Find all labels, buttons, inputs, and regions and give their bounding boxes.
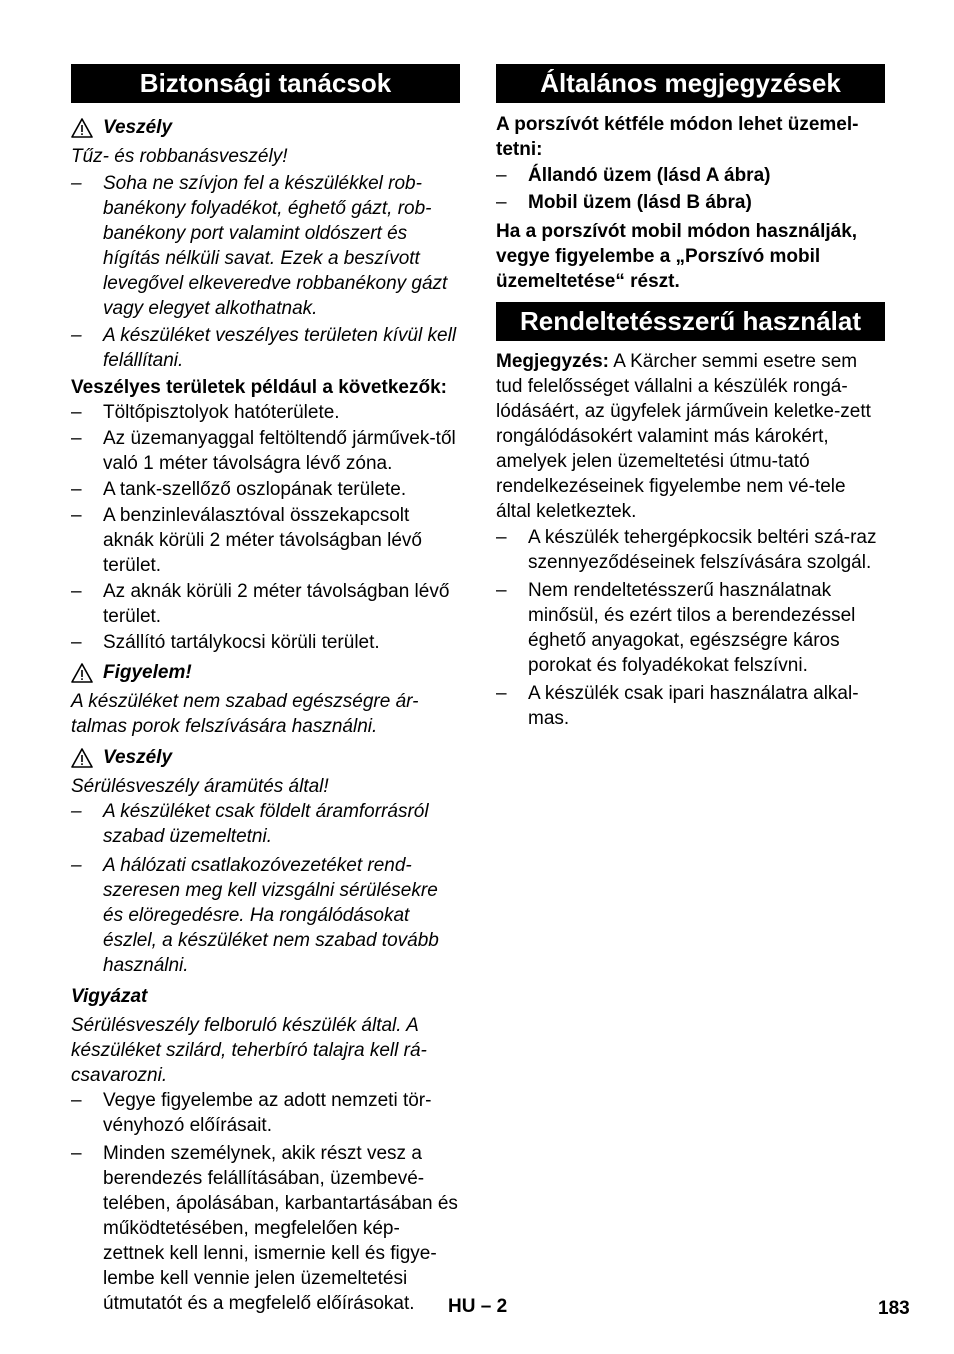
attention-label: Figyelem! [103,662,192,683]
note-label: Megjegyzés: [496,351,609,372]
footer-language-code: HU – 2 [448,1296,508,1317]
operation-intro: A porszívót kétféle módon lehet üzemel-tetni: [496,114,859,160]
list-item: – A tank-szellőző oszlopának területe. [71,477,460,502]
list-item: – A készülék csak ipari használatra alkal-mas. [496,681,885,731]
caution-text: Sérülésveszély felboruló készülék által. A készüléket szilárd, teherbíró talajra kell rá-csavarozni. [71,1015,427,1086]
list-item: – Nem rendeltetésszerű használatnak minősül, és ezért tilos a berendezéssel éghető anyagokat, egészségre káros porokat és folyadékokat felszívni. [496,578,885,678]
intended-use-list [496,525,885,731]
electric-list [71,799,460,978]
list-item: – A benzinleválasztóval összekapcsolt aknák körüli 2 méter távolságban lévő terület. [71,503,460,578]
hazard-areas-list [71,400,460,655]
hazard-areas-heading: Veszélyes területek például a következők: [71,377,447,398]
caution-list [71,1088,460,1316]
warning-triangle-icon [71,663,93,683]
liability-note [496,349,885,524]
fire-explosion-text: Tűz- és robbanásveszély! [71,146,288,167]
list-item: – Állandó üzem (lásd A ábra) [496,163,885,188]
right-column [496,64,885,731]
list-item: – A készüléket veszélyes területen kívül kell felállítani. [71,323,460,373]
mobile-note: Ha a porszívót mobil módon használják, vegye figyelembe a „Porszívó mobil üzemeltetése“ részt. [496,221,858,292]
section-title-general: Általános megjegyzések [496,64,885,103]
warning-triangle-icon [71,748,93,768]
danger-heading [71,115,460,140]
note-text: A Kärcher semmi esetre sem tud felelősséget vállalni a készülék rongá-lódásáért, az ügyfelek járművein keletke-zett rongálódásokért valamint más károkért, amelyek jelen üzemeltetési útmu-tató rendelkezéseinek figyelembe nem vé-tele által keletkeztek. [496,351,871,522]
electric-shock-text: Sérülésveszély áramütés által! [71,776,329,797]
section-title-safety: Biztonsági tanácsok [71,64,460,103]
danger-label-2: Veszély [103,747,173,768]
attention-heading [71,660,460,685]
danger-label: Veszély [103,117,173,138]
page-number: 183 [878,1298,910,1319]
left-column [71,64,460,1316]
list-item: – A készülék tehergépkocsik beltéri szá-raz szennyeződéseinek felszívására szolgál. [496,525,885,575]
danger-list [71,171,460,373]
list-item: – Szállító tartálykocsi körüli terület. [71,630,460,655]
list-item: – Az üzemanyaggal feltöltendő járművek-től való 1 méter távolságra lévő zóna. [71,426,460,476]
list-item: – Minden személynek, akik részt vesz a berendezés felállításában, üzembevé-telében, ápolásában, karbantartásában és működtetésében, megfelelően kép-zettnek kell lenni, ismernie kell és figye-lembe kell vennie jelen üzemeltetési útmutatót és a megfelelő előírásokat. [71,1141,460,1316]
section-title-intended-use: Rendeltetésszerű használat [496,302,885,341]
list-item: – Soha ne szívjon fel a készülékkel rob-banékony folyadékot, éghető gázt, rob-banékony port valamint oldószert és hígítás nélküli savat. Ezek a beszívott levegővel elkeveredve robbanékony gázt vagy elegyet alkothatnak. [71,171,460,321]
list-item: – Az aknák körüli 2 méter távolságban lévő terület. [71,579,460,629]
list-item: – A hálózati csatlakozóvezetéket rend-szeresen meg kell vizsgálni sérülésekre és elöregedésre. Ha rongálódásokat észlel, a készüléket nem szabad tovább használni. [71,853,460,978]
danger-heading-2 [71,745,460,770]
list-item: – Vegye figyelembe az adott nemzeti tör-vényhozó előírásait. [71,1088,460,1138]
harmful-dust-text: A készüléket nem szabad egészségre ár-talmas porok felszívására használni. [71,691,419,737]
list-item: – A készüléket csak földelt áramforrásról szabad üzemeltetni. [71,799,460,849]
warning-triangle-icon [71,118,93,138]
caution-heading: Vigyázat [71,986,148,1007]
list-item: – Mobil üzem (lásd B ábra) [496,190,885,215]
operation-modes-list [496,163,885,215]
list-item: – Töltőpisztolyok hatóterülete. [71,400,460,425]
